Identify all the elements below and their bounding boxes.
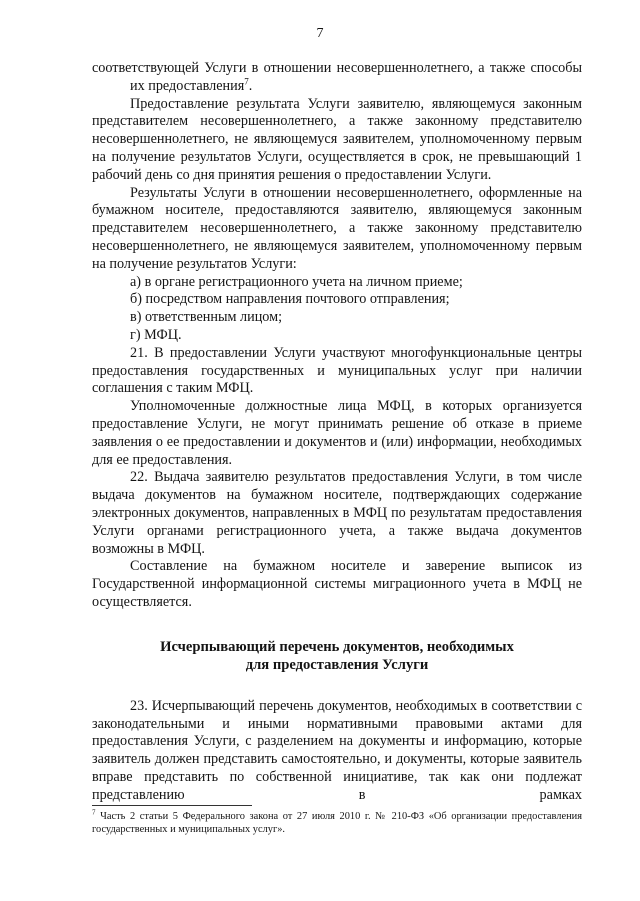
footnote-reference: 7 — [244, 76, 249, 87]
page-number: 7 — [316, 26, 324, 41]
list-item-a: а) в органе регистрационного учета на личном приеме; — [130, 273, 463, 290]
section-heading-line2: для предоставления Услуги — [245, 656, 429, 673]
list-item-b: б) посредством направления почтового отправления; — [130, 291, 450, 308]
list-item-c: в) ответственным лицом; — [130, 309, 283, 326]
section-heading-line1: Исчерпывающий перечень документов, необходимых — [160, 638, 514, 655]
page-body — [92, 60, 582, 804]
footnote — [92, 810, 582, 836]
section-heading — [92, 638, 582, 674]
paragraph-result-paper: Результаты Услуги в отношении несовершеннолетнего, оформленные на бумажном носителе, предоставляются заявителю, являющемуся законным представителем несовершеннолетнего, а также законному представителю несовершеннолетнего, не являющемуся заявителем, уполномоченному первым на получение результатов Услуги: — [92, 184, 582, 272]
paragraph-text: их предоставления — [130, 77, 245, 94]
paragraph-extracts: Составление на бумажном носителе и заверение выписок из Государственной информационной системы миграционного учета в МФЦ не осуществляется. — [92, 558, 582, 610]
footnote-text: Часть 2 статьи 5 Федерального закона от 27 июля 2010 г. № 210-ФЗ «Об организации предоставления государственных и муниципальных услуг». — [92, 811, 582, 835]
paragraph-result-term: Предоставление результата Услуги заявителю, являющемуся законным представителем несовершеннолетнего, а также законному представителю несовершеннолетнего, не являющемуся заявителем, уполномоченному первым на получение результатов Услуги, осуществляется в срок, не превышающий 1 рабочий день со дня принятия решения о предоставлении Услуги. — [92, 95, 582, 183]
footnote-mark: 7 — [92, 808, 96, 817]
footnote-separator — [92, 805, 252, 806]
paragraph-continuation-end — [92, 78, 582, 96]
paragraph-punct: . — [248, 77, 253, 94]
paragraph-21: 21. В предоставлении Услуги участвуют многофункциональные центры предоставления государственных и муниципальных услуг при наличии соглашения с таким МФЦ. — [92, 344, 582, 397]
paragraph-mfc-officials: Уполномоченные должностные лица МФЦ, в которых организуется предоставление Услуги, не могут принимать решение об отказе в приеме заявления о ее предоставлении и документов и (или) информации, необходимых для ее предоставления. — [92, 398, 582, 468]
paragraph-22: 22. Выдача заявителю результатов предоставления Услуги, в том числе выдача документов на бумажном носителе, подтверждающих содержание электронных документов, направленных в МФЦ по результатам предоставления Услуги органами регистрационного учета, а также выдача документов возможны в МФЦ. — [92, 469, 582, 557]
list-item-d: г) МФЦ. — [130, 326, 182, 343]
paragraph-23: 23. Исчерпывающий перечень документов, необходимых в соответствии с законодательными и иными нормативными правовыми актами для предоставления Услуги, с разделением на документы и информацию, которые заявитель должен представить самостоятельно, и документы, которые заявитель вправе представить по собственной инициативе, так как они подлежат представлению в рамках — [92, 697, 582, 803]
paragraph-continuation: соответствующей Услуги в отношении несовершеннолетнего, а также способы — [92, 60, 582, 76]
